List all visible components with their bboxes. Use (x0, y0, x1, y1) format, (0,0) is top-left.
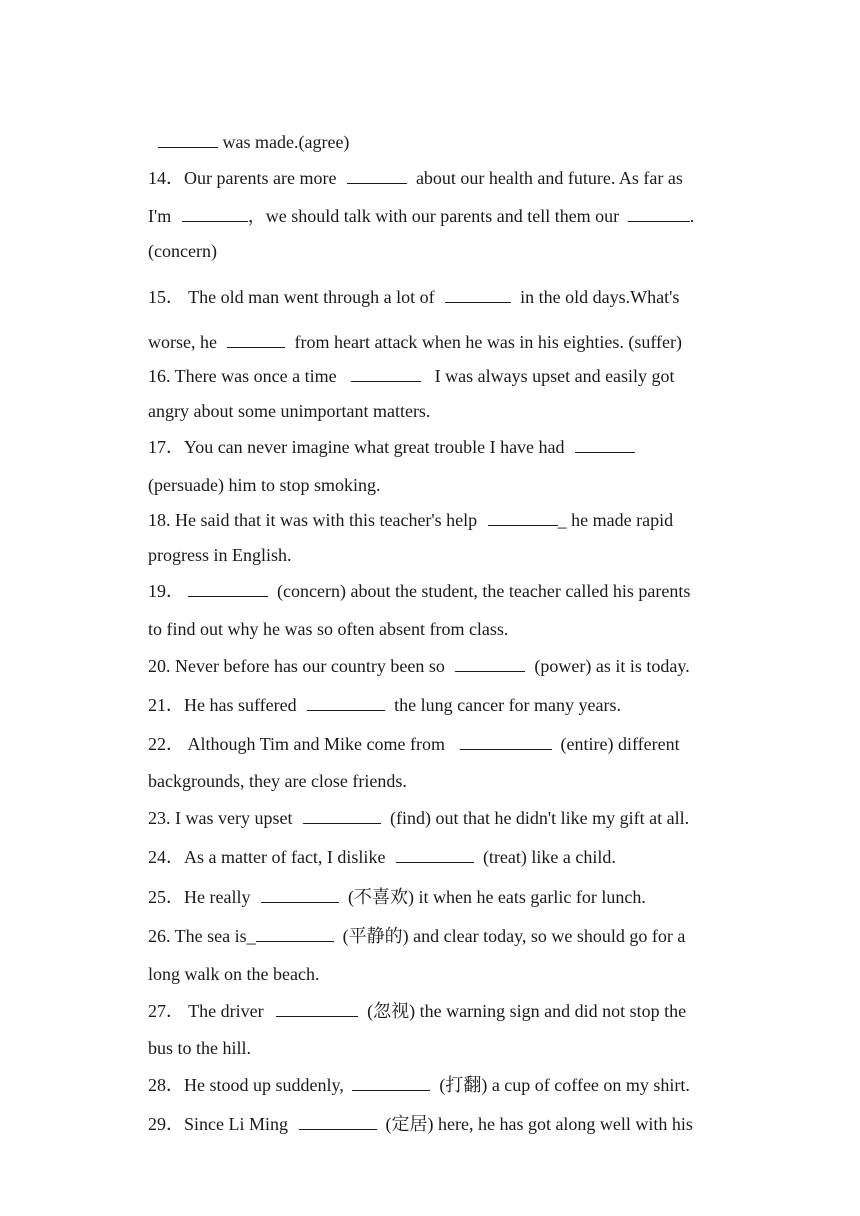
text-segment: progress in English. (148, 545, 292, 565)
question-14-line-3 (130, 215, 730, 261)
text-segment: 28．He stood up suddenly, (148, 1075, 344, 1095)
text-segment: 18. He said that it was with this teacher's help (148, 510, 478, 530)
text-segment: (不喜欢) it when he eats garlic for lunch. (347, 887, 646, 907)
question-27-line-1 (130, 975, 730, 1021)
text-segment: 24．As a matter of fact, I dislike (148, 847, 386, 867)
text-segment: 27． The driver (148, 1001, 264, 1021)
text-segment: (平静的) and clear today, so we should go for a (342, 926, 686, 946)
text-segment: bus to the hill. (148, 1038, 251, 1058)
text-segment: long walk on the beach. (148, 964, 320, 984)
question-17-line-1 (130, 411, 730, 457)
question-25 (130, 861, 730, 907)
question-22-line-2 (130, 745, 730, 791)
question-23 (130, 782, 730, 828)
text-segment: (concern) about the student, the teacher called his parents (277, 581, 691, 601)
question-17-line-2 (130, 449, 730, 495)
text-segment: (treat) like a child. (482, 847, 616, 867)
text-segment: (打翻) a cup of coffee on my shirt. (439, 1075, 690, 1095)
text-segment: 29．Since Li Ming (148, 1114, 288, 1134)
text-segment: 21．He has suffered (148, 695, 297, 715)
question-26-line-2 (130, 938, 730, 984)
text-segment: 16. There was once a time (148, 366, 337, 386)
text-segment: from heart attack when he was in his eighties. (suffer) (294, 332, 683, 352)
question-13-continuation (140, 106, 350, 152)
text-segment: 15． The old man went through a lot of (148, 287, 435, 307)
question-15-line-1 (130, 261, 730, 307)
text-segment: 26. The sea is_ (148, 926, 256, 946)
text-segment: (persuade) him to stop smoking. (148, 475, 381, 495)
text-segment: worse, he (148, 332, 217, 352)
question-27-line-2 (130, 1012, 730, 1058)
text-segment: I was always upset and easily got (434, 366, 675, 386)
answer-blank (445, 285, 511, 303)
text-segment: angry about some unimportant matters. (148, 401, 431, 421)
question-18-line-2 (130, 519, 730, 565)
text-segment: 14．Our parents are more (148, 168, 337, 188)
text-segment: (power) as it is today. (534, 656, 690, 676)
text-segment: 17．You can never imagine what great trouble I have had (148, 437, 565, 457)
question-15-line-2 (130, 306, 730, 352)
text-segment: was made.(agree) (222, 132, 350, 152)
text-segment: (find) out that he didn't like my gift at all. (389, 808, 690, 828)
text-segment: I'm (148, 206, 172, 226)
text-segment: backgrounds, they are close friends. (148, 771, 407, 791)
text-segment: ，we should talk with our parents and tell them our (247, 206, 620, 226)
question-16-line-1 (130, 340, 730, 386)
text-segment: the lung cancer for many years. (394, 695, 622, 715)
answer-blank (299, 1112, 377, 1130)
text-segment: 23. I was very upset (148, 808, 293, 828)
question-29 (130, 1088, 730, 1134)
text-segment: 25．He really (148, 887, 251, 907)
question-24 (130, 821, 730, 867)
question-14-line-2 (130, 180, 730, 226)
text-segment: (忽视) the warning sign and did not stop the (367, 1001, 687, 1021)
text-segment: . (689, 206, 695, 226)
text-segment: 22． Although Tim and Mike come from (148, 734, 445, 754)
text-segment (377, 1114, 386, 1134)
question-19-line-1 (130, 555, 730, 601)
text-segment: (entire) different (560, 734, 680, 754)
question-20 (130, 630, 730, 676)
text-segment: in the old days.What's (520, 287, 680, 307)
text-segment: to find out why he was so often absent from class. (148, 619, 509, 639)
question-16-line-2 (130, 375, 730, 421)
question-14-line-1 (130, 142, 730, 188)
text-segment (511, 287, 520, 307)
question-19-line-2 (130, 593, 730, 639)
question-22-line-1 (130, 708, 730, 754)
question-26-line-1 (130, 900, 730, 946)
text-segment: 20. Never before has our country been so (148, 656, 445, 676)
text-segment: (定居) here, he has got along well with his (385, 1114, 693, 1134)
question-21 (130, 669, 730, 715)
text-segment: 19． (148, 581, 184, 601)
question-18-line-1 (130, 484, 730, 530)
text-segment: _ he made rapid (557, 510, 674, 530)
text-segment: (concern) (148, 241, 217, 261)
text-segment: about our health and future. As far as (415, 168, 683, 188)
question-28 (130, 1049, 730, 1095)
